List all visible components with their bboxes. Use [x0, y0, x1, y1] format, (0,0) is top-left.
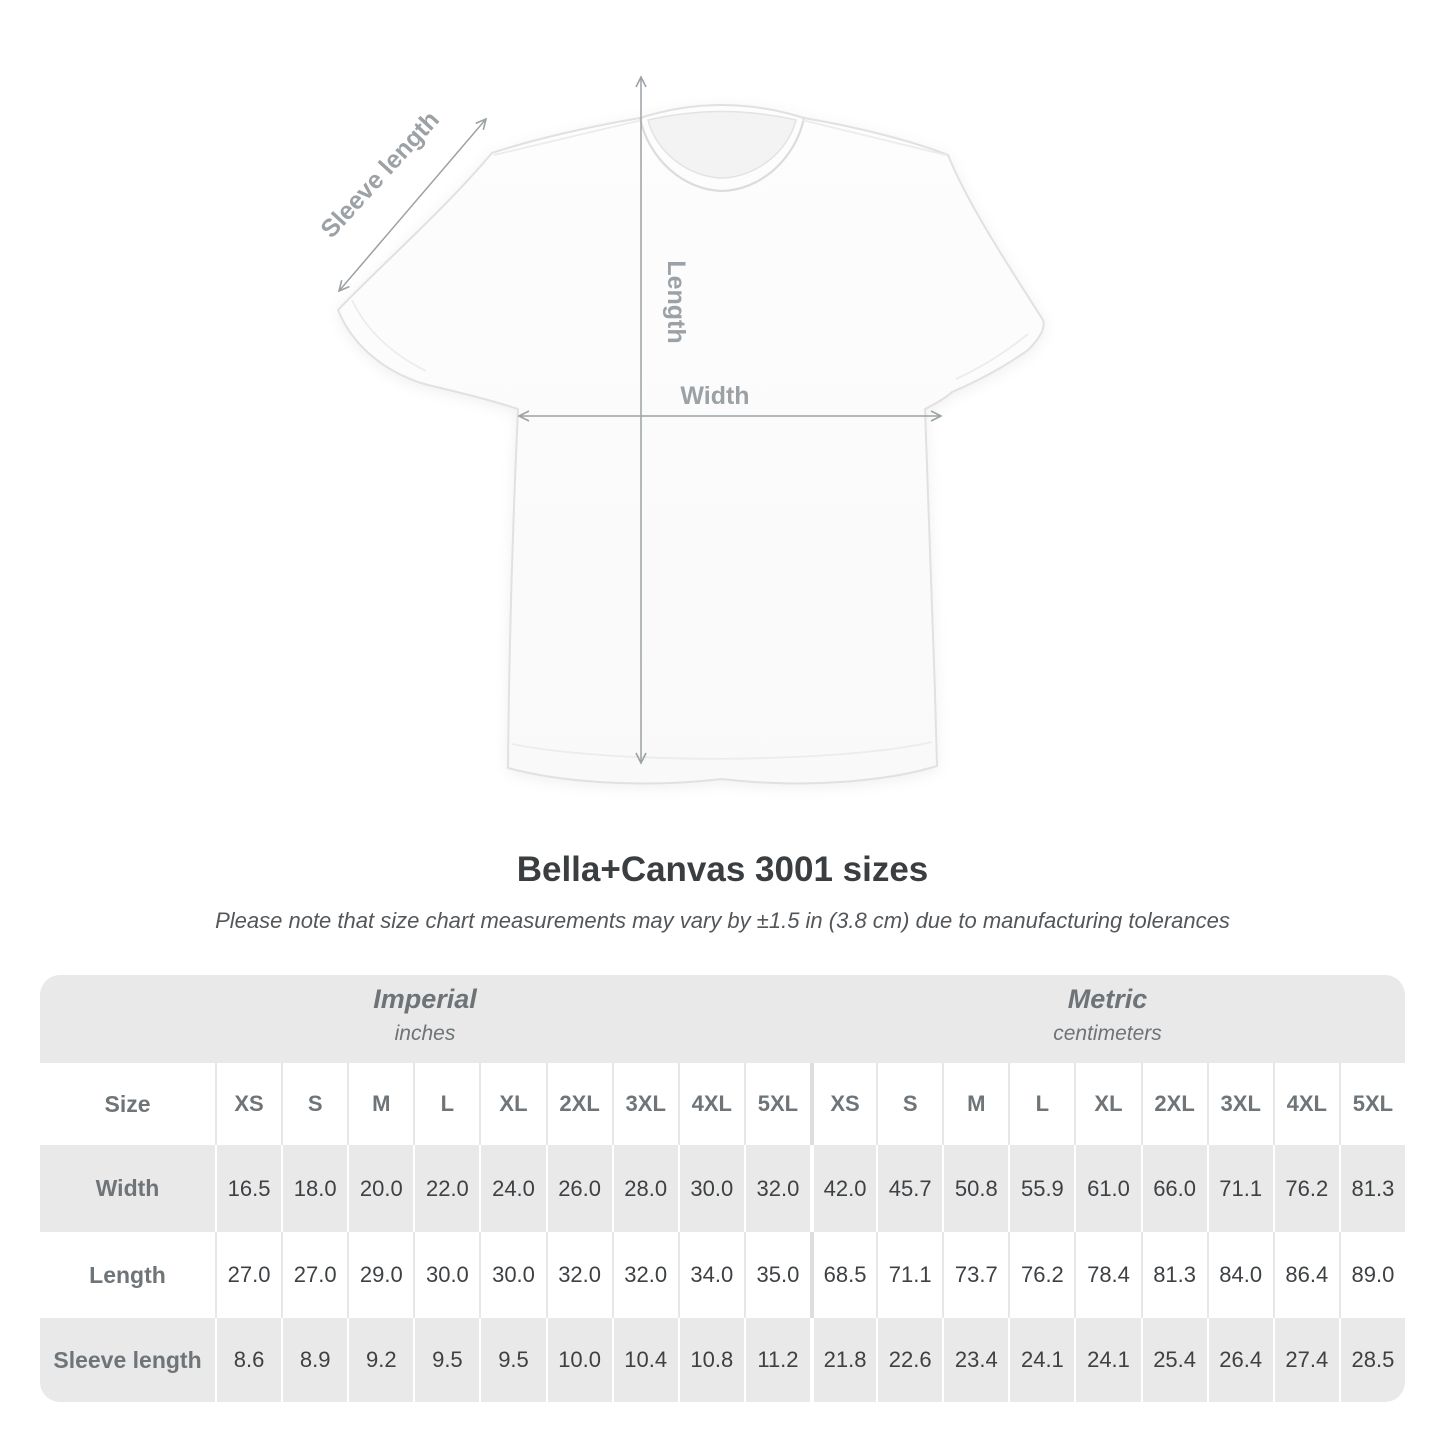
- metric-value-cell: 24.1: [1074, 1318, 1140, 1402]
- imperial-size-header: 2XL: [546, 1063, 612, 1145]
- metric-value-cell: 26.4: [1207, 1318, 1273, 1402]
- row-label: Sleeve length: [40, 1318, 215, 1402]
- imperial-value-cell: 26.0: [546, 1145, 612, 1232]
- metric-value-cell: 42.0: [810, 1145, 876, 1232]
- sleeve-length-label: Sleeve length: [315, 105, 445, 244]
- imperial-value-cell: 27.0: [215, 1232, 281, 1318]
- metric-value-cell: 22.6: [876, 1318, 942, 1402]
- width-label: Width: [680, 382, 750, 410]
- metric-value-cell: 21.8: [810, 1318, 876, 1402]
- metric-value-cell: 66.0: [1141, 1145, 1207, 1232]
- page-title: Bella+Canvas 3001 sizes: [516, 850, 929, 889]
- imperial-value-cell: 9.2: [347, 1318, 413, 1402]
- imperial-size-header: 3XL: [612, 1063, 678, 1145]
- metric-size-header: 3XL: [1207, 1063, 1273, 1145]
- metric-value-cell: 28.5: [1339, 1318, 1405, 1402]
- metric-size-header: 2XL: [1141, 1063, 1207, 1145]
- metric-value-cell: 81.3: [1339, 1145, 1405, 1232]
- row-label: Width: [40, 1145, 215, 1232]
- row-label: Length: [40, 1232, 215, 1318]
- metric-value-cell: 71.1: [1207, 1145, 1273, 1232]
- imperial-value-cell: 9.5: [413, 1318, 479, 1402]
- imperial-size-header: 4XL: [678, 1063, 744, 1145]
- imperial-value-cell: 32.0: [546, 1232, 612, 1318]
- metric-value-cell: 23.4: [942, 1318, 1008, 1402]
- imperial-value-cell: 32.0: [744, 1145, 810, 1232]
- metric-value-cell: 25.4: [1141, 1318, 1207, 1402]
- imperial-size-header: 5XL: [744, 1063, 810, 1145]
- imperial-value-cell: 30.0: [479, 1232, 545, 1318]
- metric-size-header: M: [942, 1063, 1008, 1145]
- imperial-size-header: XL: [479, 1063, 545, 1145]
- metric-value-cell: 55.9: [1008, 1145, 1074, 1232]
- metric-unit: centimeters: [1053, 1022, 1162, 1045]
- metric-value-cell: 71.1: [876, 1232, 942, 1318]
- imperial-size-header: M: [347, 1063, 413, 1145]
- imperial-value-cell: 30.0: [678, 1145, 744, 1232]
- imperial-value-cell: 8.9: [281, 1318, 347, 1402]
- metric-value-cell: 27.4: [1273, 1318, 1339, 1402]
- metric-value-cell: 45.7: [876, 1145, 942, 1232]
- imperial-value-cell: 16.5: [215, 1145, 281, 1232]
- imperial-value-cell: 35.0: [744, 1232, 810, 1318]
- metric-size-header: XL: [1074, 1063, 1140, 1145]
- imperial-value-cell: 10.8: [678, 1318, 744, 1402]
- tshirt-body-path: [338, 105, 1044, 783]
- size-table: [40, 975, 1405, 1402]
- imperial-value-cell: 24.0: [479, 1145, 545, 1232]
- imperial-size-header: XS: [215, 1063, 281, 1145]
- imperial-value-cell: 10.0: [546, 1318, 612, 1402]
- imperial-unit: inches: [394, 1022, 456, 1045]
- metric-size-header: XS: [810, 1063, 876, 1145]
- metric-value-cell: 76.2: [1008, 1232, 1074, 1318]
- metric-title: Metric: [1067, 984, 1148, 1014]
- tolerance-note: Please note that size chart measurements may vary by ±1.5 in (3.8 cm) due to manufacturing tolerances: [215, 908, 1230, 933]
- imperial-value-cell: 11.2: [744, 1318, 810, 1402]
- metric-value-cell: 73.7: [942, 1232, 1008, 1318]
- imperial-value-cell: 22.0: [413, 1145, 479, 1232]
- metric-value-cell: 81.3: [1141, 1232, 1207, 1318]
- imperial-value-cell: 32.0: [612, 1232, 678, 1318]
- metric-size-header: 5XL: [1339, 1063, 1405, 1145]
- metric-value-cell: 78.4: [1074, 1232, 1140, 1318]
- imperial-value-cell: 18.0: [281, 1145, 347, 1232]
- imperial-value-cell: 34.0: [678, 1232, 744, 1318]
- metric-value-cell: 86.4: [1273, 1232, 1339, 1318]
- imperial-header-band: [40, 975, 810, 1063]
- imperial-title: Imperial: [373, 984, 477, 1014]
- metric-size-header: L: [1008, 1063, 1074, 1145]
- metric-value-cell: 84.0: [1207, 1232, 1273, 1318]
- metric-value-cell: 24.1: [1008, 1318, 1074, 1402]
- imperial-value-cell: 30.0: [413, 1232, 479, 1318]
- imperial-value-cell: 20.0: [347, 1145, 413, 1232]
- imperial-value-cell: 28.0: [612, 1145, 678, 1232]
- imperial-value-cell: 27.0: [281, 1232, 347, 1318]
- size-column-header: Size: [40, 1063, 215, 1145]
- tshirt-image: [338, 105, 1044, 783]
- imperial-value-cell: 9.5: [479, 1318, 545, 1402]
- metric-value-cell: 68.5: [810, 1232, 876, 1318]
- length-label: Length: [662, 260, 690, 344]
- metric-value-cell: 61.0: [1074, 1145, 1140, 1232]
- metric-header-band: [810, 975, 1405, 1063]
- imperial-value-cell: 29.0: [347, 1232, 413, 1318]
- imperial-size-header: L: [413, 1063, 479, 1145]
- imperial-size-header: S: [281, 1063, 347, 1145]
- metric-size-header: 4XL: [1273, 1063, 1339, 1145]
- metric-value-cell: 76.2: [1273, 1145, 1339, 1232]
- metric-value-cell: 50.8: [942, 1145, 1008, 1232]
- imperial-value-cell: 10.4: [612, 1318, 678, 1402]
- imperial-value-cell: 8.6: [215, 1318, 281, 1402]
- metric-size-header: S: [876, 1063, 942, 1145]
- metric-value-cell: 89.0: [1339, 1232, 1405, 1318]
